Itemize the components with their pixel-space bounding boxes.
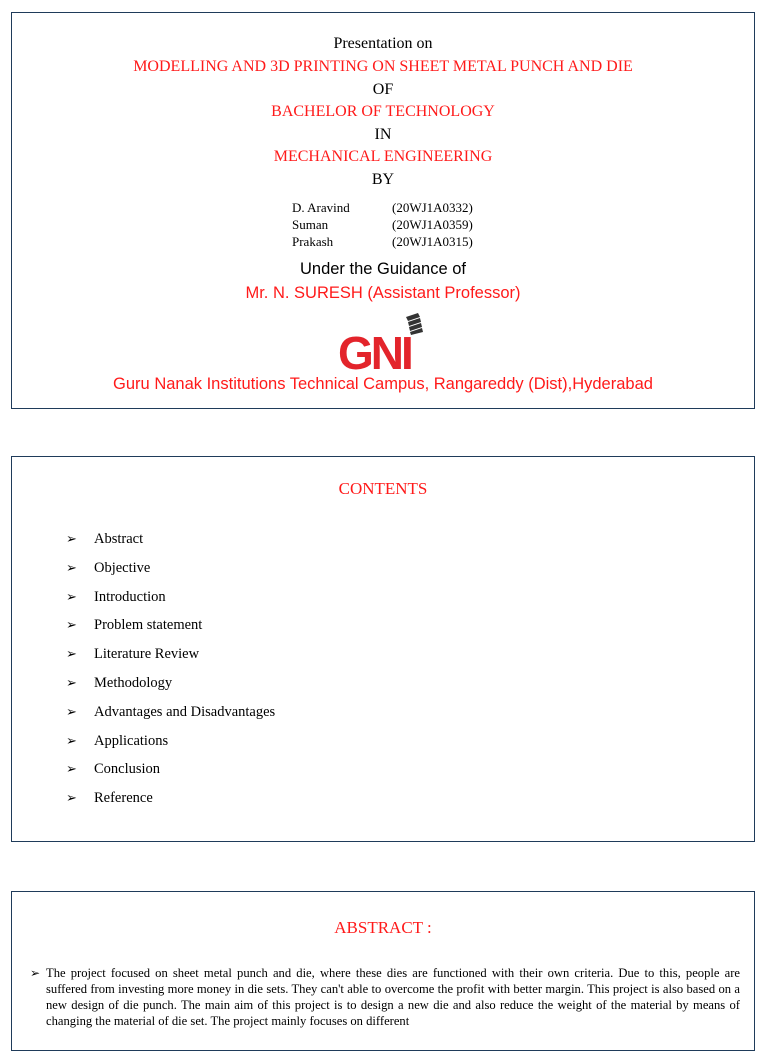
- by-label: BY: [371, 171, 395, 188]
- arrowhead-bullet-icon: ➢: [66, 732, 77, 748]
- arrowhead-bullet-icon: ➢: [66, 588, 77, 604]
- contents-item: [66, 558, 275, 587]
- contents-item: [66, 788, 275, 817]
- contents-item: [66, 673, 275, 702]
- student-name: Prakash: [292, 234, 334, 249]
- title-slide: [11, 12, 755, 409]
- contents-item: [66, 529, 275, 558]
- contents-item: [66, 731, 275, 760]
- logo-text: GNI: [338, 327, 411, 373]
- contents-item-label: Advantages and Disadvantages: [94, 703, 276, 720]
- arrowhead-bullet-icon: ➢: [66, 790, 77, 806]
- contents-slide: [11, 456, 755, 842]
- institution-name: Guru Nanak Institutions Technical Campus, Rangareddy (Dist),Hyderabad: [113, 375, 653, 393]
- branch-label: MECHANICAL ENGINEERING: [273, 148, 493, 165]
- arrowhead-bullet-icon: ➢: [66, 761, 77, 777]
- abstract-heading: ABSTRACT :: [334, 918, 432, 937]
- student-id: (20WJ1A0332): [392, 200, 473, 215]
- contents-item-label: Methodology: [94, 674, 173, 691]
- gni-logo-icon: [338, 313, 430, 373]
- contents-item-label: Literature Review: [94, 646, 200, 663]
- contents-item: [66, 587, 275, 616]
- in-label: IN: [374, 126, 392, 143]
- student-id: (20WJ1A0315): [392, 234, 473, 249]
- arrowhead-bullet-icon: ➢: [66, 674, 77, 690]
- contents-item: [66, 702, 275, 731]
- guide-name: Mr. N. SURESH (Assistant Professor): [245, 284, 521, 302]
- arrowhead-bullet-icon: ➢: [66, 646, 77, 662]
- presentation-on-label: Presentation on: [333, 35, 433, 52]
- arrowhead-bullet-icon: ➢: [66, 617, 77, 633]
- contents-item: [66, 759, 275, 788]
- contents-item-label: Abstract: [94, 531, 144, 547]
- arrowhead-bullet-icon: ➢: [66, 531, 77, 546]
- arrowhead-bullet-icon: ➢: [66, 559, 77, 575]
- contents-item: [66, 644, 275, 673]
- contents-item-label: Objective: [94, 559, 151, 576]
- abstract-body: [30, 965, 740, 1029]
- contents-heading: CONTENTS: [338, 479, 428, 498]
- contents-item-label: Reference: [94, 790, 153, 807]
- guidance-label: Under the Guidance of: [299, 260, 467, 278]
- contents-item: [66, 615, 275, 644]
- student-name: D. Aravind: [292, 200, 350, 215]
- abstract-paragraph: The project focused on sheet metal punch and die, where these dies are functioned with their own criteria. Due to this, people are suffered from investing more money in die sets. They can't able to overcome the profit with better margin. This project is also based on a new design of die punch. The main aim of this project is to design a new die and also reduce the weight of the material by means of changing the material of die set. The project mainly focuses on different: [46, 966, 740, 1028]
- contents-item-label: Conclusion: [94, 761, 161, 778]
- project-title: MODELLING AND 3D PRINTING ON SHEET METAL PUNCH AND DIE: [133, 58, 633, 75]
- arrowhead-bullet-icon: ➢: [66, 703, 77, 719]
- of-label: OF: [372, 81, 394, 98]
- student-id: (20WJ1A0359): [392, 217, 473, 232]
- contents-item-label: Applications: [94, 732, 169, 749]
- student-name: Suman: [292, 217, 329, 232]
- contents-list: [66, 529, 275, 817]
- abstract-slide: [11, 891, 755, 1051]
- degree-label: BACHELOR OF TECHNOLOGY: [271, 103, 495, 120]
- arrowhead-bullet-icon: ➢: [30, 966, 41, 980]
- contents-item-label: Problem statement: [94, 617, 203, 634]
- contents-item-label: Introduction: [94, 588, 166, 605]
